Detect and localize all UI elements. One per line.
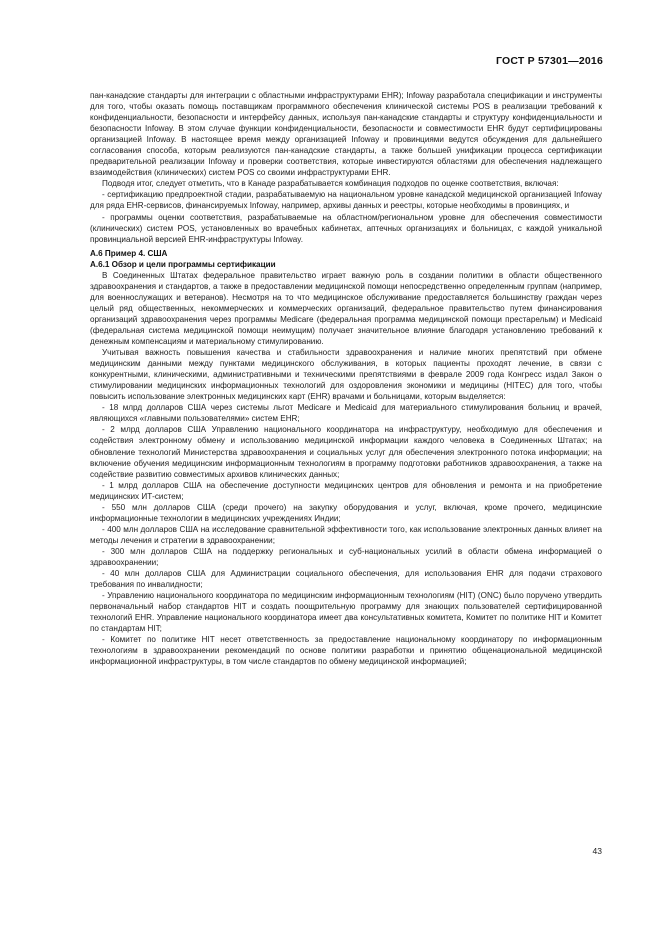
list-item: - 18 млрд долларов США через системы льгот Medicare и Medicaid для материального стимулирования больниц и врачей, являющихся «главными пользователями» систем EHR;: [90, 403, 602, 424]
document-body: [90, 90, 602, 667]
list-item: - 400 млн долларов США на исследование сравнительной эффективности того, как использование электронных данных влияет на методы лечения и стратегии в здравоохранении;: [90, 524, 602, 545]
subsection-heading: А.6.1 Обзор и цели программы сертификации: [90, 259, 276, 269]
standard-header: ГОСТ Р 57301—2016: [495, 55, 603, 67]
paragraph: Учитывая важность повышения качества и стабильности здравоохранения и наличие многих препятствий при обмене медицинским данными между пунктами медицинского обслуживания, в которых пациенты проходят лечение, в связи с конкурентными, клиническими, административными и техническими препятствиями в феврале 2009 года Конгресс издал Закон о стимулировании медицинских информационных технологий для оздоровления экономики и медицины (HITEC) для того, чтобы повысить использование электронных медицинских карт (EHR) врачами и больницами, которым выделяется:: [90, 348, 602, 402]
list-item: - 2 млрд долларов США Управлению национального координатора на инфраструктуру, необходимую для обеспечения и содействия электронному обмену и использованию медицинской информации каждого человека в Соединенных Штатах; на обновление технологий Министерства здравоохранения и социальных услуг для обеспечения электронного потока информации; на включение обучения медицинским информационным технологиям в программу подготовки работников здравоохранения, а также на содействие развитию совместимых архивов клинических данных;: [90, 425, 602, 479]
list-item: - 40 млн долларов США для Администрации социального обеспечения, для использования EHR для подачи страхового требования по инвалидности;: [90, 569, 602, 590]
section-heading: А.6 Пример 4. США: [90, 248, 168, 258]
paragraph: В Соединенных Штатах федеральное правительство играет важную роль в создании политики в области общественного здравоохранения и стандартов, а также в предоставлении медицинской помощи непосредственно определенным группам (например, для военнослужащих и ветеранов). Несмотря на то что медицинское обслуживание предоставляется большинству граждан через целый ряд общественных, некоммерческих и коммерческих организаций, федеральное правительство путем финансирования организаций здравоохранения через программы Medicare (федеральная программа медицинской помощи престарелым) и Medicaid (федеральная система медицинской помощи неимущим) получает значительное влияние благодаря установлению требований к денежным компенсациям и материальному стимулированию.: [90, 270, 602, 347]
list-item: - 1 млрд долларов США на обеспечение доступности медицинских центров для обновления и ремонта и на приобретение медицинских ИТ-систем;: [90, 480, 602, 501]
list-item: - 550 млн долларов США (среди прочего) на закупку оборудования и услуг, включая, кроме прочего, медицинские информационные технологии в медицинских учреждениях Индии;: [90, 502, 602, 523]
list-item: - сертификацию предпроектной стадии, разрабатываемую на национальном уровне канадской медицинской организацией Infoway для ряда EHR-сервисов, финансируемых Infoway, например, архивы данных и реестры, которые необходимы в провинциях, и: [90, 190, 602, 211]
list-item: - Управлению национального координатора по медицинским информационным технологиям (HIT) (ONC) было поручено утвердить первоначальный набор стандартов HIT и создать поощрительную программу для знающих пользователей сертифицированной технологий EHR. Управление национального координатора имеет два консультативных комитета, Комитет по политике HIT и Комитет по стандартам HIT;: [90, 591, 602, 634]
list-item: - 300 млн долларов США на поддержку региональных и суб-национальных усилий в области обмена информацией о здравоохранении;: [90, 546, 602, 567]
list-item: - Комитет по политике HIT несет ответственность за предоставление национальному координатору по информационным технологиям в здравоохранении рекомендаций по основе политики разработки и принятию общенациональной медицинской информационной инфраструктуры, в том числе стандартов по обмену медицинской информацией;: [90, 635, 602, 667]
paragraph: пан-канадские стандарты для интеграции с областными инфраструктурами EHR); Infoway разработала спецификации и инструменты для того, чтобы оказать помощь поставщикам программного обеспечения клинической системы POS в реализации требований к конфиденциальности, безопасности и интерфейсу данных, используя пан-канадские стандарты и структуру конфиденциальности и безопасности Infoway. В этом случае функции конфиденциальности, безопасности и совместимости EHR будут сертифицированы организацией Infoway. В настоящее время между организацией Infoway и провинциями ведутся обсуждения для дальнейшего согласования способа, которым реализуются пан-канадские стандарты, а также большей унификации процесса сертификации предварительной реализации Infoway и проверки соответствия, которые инвестируются областями для обеспечения надлежащего взаимодействия (клинических) систем POS со своими инфраструктурами EHR.: [90, 91, 602, 178]
list-item: - программы оценки соответствия, разрабатываемые на областном/региональном уровне для обеспечения совместимости (клинических) систем POS, установленных во врачебных кабинетах, аптечных организациях и больницах, с каждой уникальной провинциальной версией EHR-инфраструктуры Infoway.: [90, 212, 602, 244]
paragraph: Подводя итог, следует отметить, что в Канаде разрабатывается комбинация подходов по оценке соответствия, включая:: [102, 179, 559, 189]
page-number: 43: [592, 846, 602, 856]
